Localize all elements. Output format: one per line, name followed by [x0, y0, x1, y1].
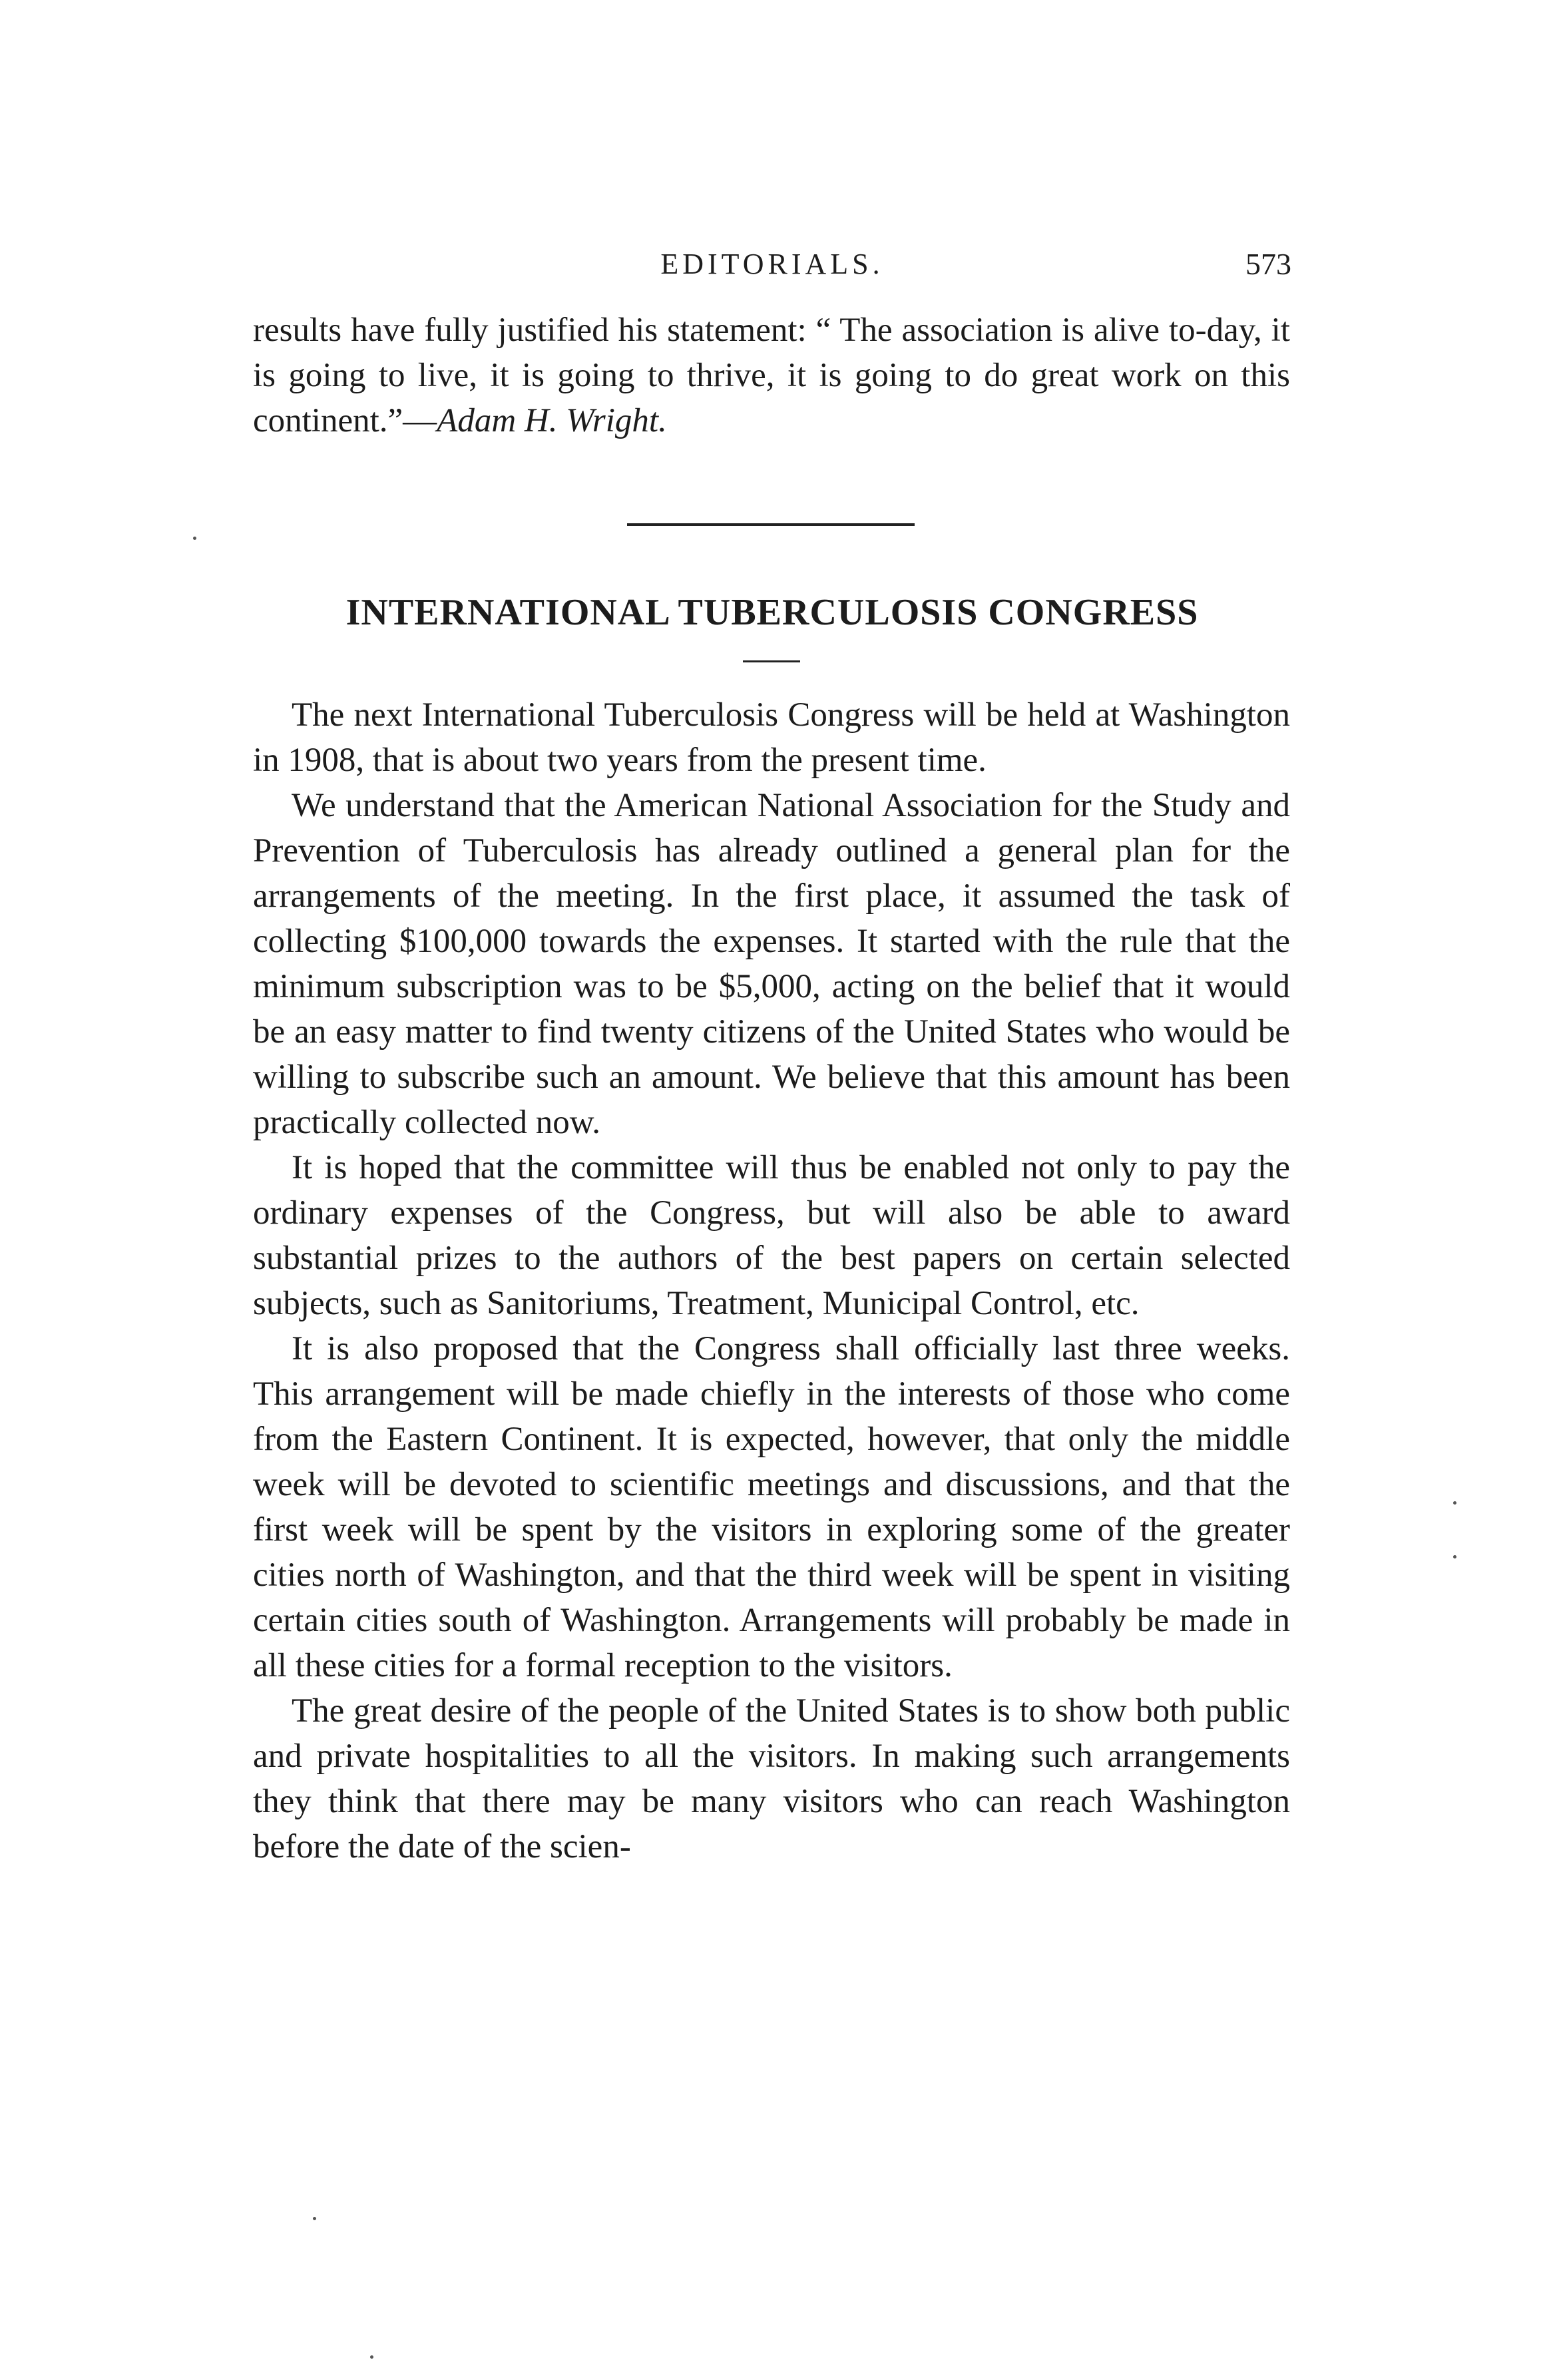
- body-paragraph: The next International Tuberculosis Congress will be held at Washington in 1908, that is about two years from the present time.: [253, 696, 1290, 779]
- paper-speck: [193, 537, 196, 540]
- body-paragraph: We understand that the American National Association for the Study and Prevention of Tuberculosis has already outlined a general plan for the arrangements of the meeting. In the first place, it assumed the task of collecting $100,000 towards the expenses. It started with the rule that the minimum subscription was to be $5,000, acting on the belief that it would be an easy matter to find twenty citizens of the United States who would be willing to subscribe such an amount. We believe that this amount has been practically collected now.: [253, 787, 1290, 1141]
- intro-paragraph: [253, 308, 1290, 443]
- title-underline: [743, 660, 800, 662]
- paper-speck: [1453, 1555, 1456, 1558]
- running-head: [253, 241, 1291, 288]
- article-body: [253, 692, 1290, 1869]
- intro-text: results have fully justified his statement: “ The association is alive to-day, it is going to live, it is going to thrive, it is going to do great work on this continent.”—: [253, 312, 1290, 439]
- body-paragraph: It is also proposed that the Congress shall officially last three weeks. This arrangement will be made chiefly in the interests of those who come from the Eastern Continent. It is expected, however, that only the middle week will be devoted to scientific meetings and discussions, and that the first week will be spent by the visitors in exploring some of the greater cities north of Washington, and that the third week will be spent in visiting certain cities south of Washington. Arrangements will probably be made in all these cities for a formal reception to the visitors.: [253, 1330, 1290, 1684]
- paper-speck: [370, 2355, 373, 2359]
- page-number: 573: [1245, 247, 1291, 281]
- body-paragraph: It is hoped that the committee will thus be enabled not only to pay the ordinary expenses of the Congress, but will also be able to award substantial prizes to the authors of the best papers on certain selected subjects, such as Sanitoriums, Treatment, Municipal Control, etc.: [253, 1149, 1290, 1322]
- section-divider: [627, 523, 915, 526]
- paper-speck: [1453, 1501, 1456, 1505]
- attribution-author: Adam H. Wright.: [437, 402, 667, 439]
- body-paragraph: The great desire of the people of the United States is to show both public and private hospitalities to all the visitors. In making such arrangements they think that there may be many visitors who can reach Washington before the date of the scien-: [253, 1692, 1290, 1865]
- running-title: EDITORIALS.: [660, 248, 884, 280]
- paper-speck: [313, 2217, 316, 2220]
- intro-paragraph-block: [253, 308, 1290, 443]
- article-title: INTERNATIONAL TUBERCULOSIS CONGRESS: [345, 592, 1199, 633]
